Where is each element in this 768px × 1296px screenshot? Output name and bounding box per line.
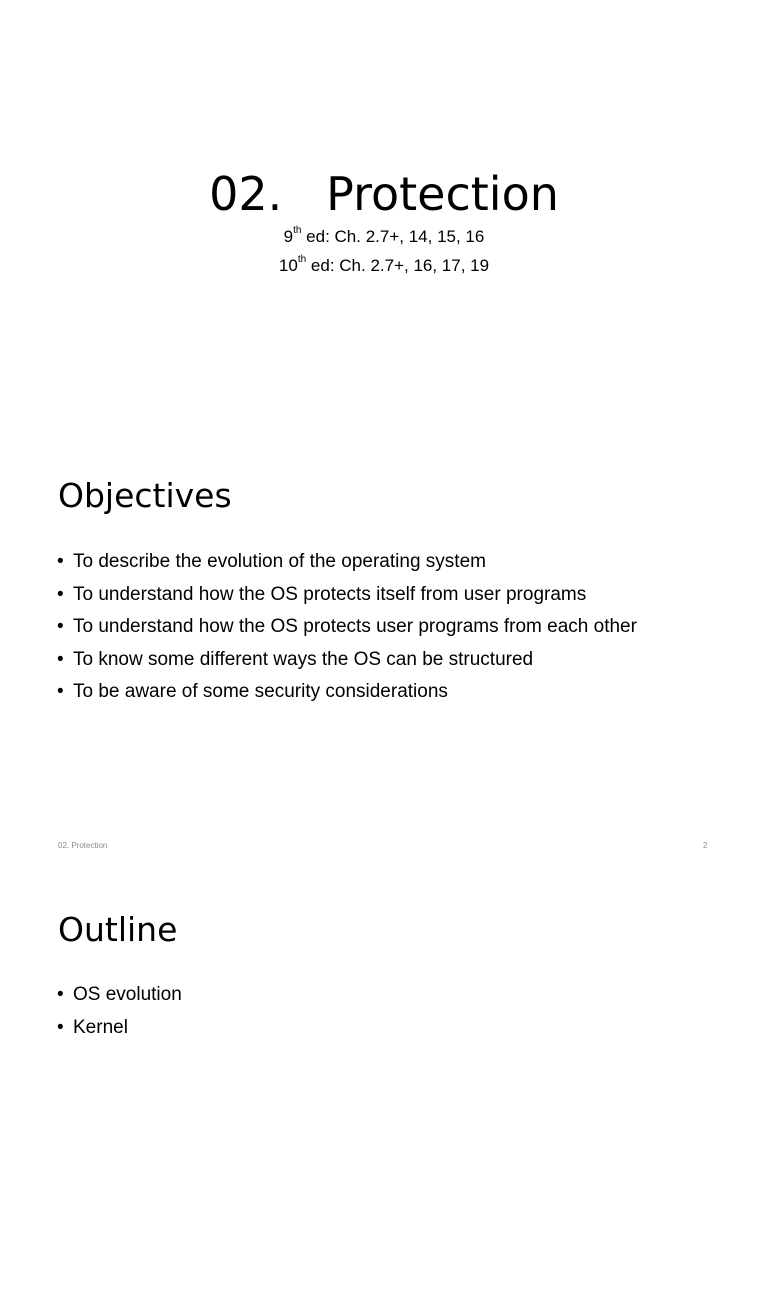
outline-list [57,979,182,1044]
edition-ordinal: th [297,254,307,266]
list-item: • To understand how the OS protects user programs from each other [57,611,637,644]
slide-footer-title: 02. Protection [58,841,108,850]
edition-ordinal: th [293,225,302,237]
list-item: • To be aware of some security considerations [57,676,637,709]
list-item: • To know some different ways the OS can be structured [57,644,637,677]
list-item: • To understand how the OS protects itself from user programs [57,579,637,612]
edition-chapters: ed: Ch. 2.7+, 14, 15, 16 [301,227,485,246]
outline-slide [0,864,768,1296]
edition-number: 10 [278,256,298,275]
objectives-slide [0,432,768,864]
list-item: • OS evolution [57,979,182,1012]
list-item: • Kernel [57,1012,182,1045]
slide-title: 02. Protection [209,167,559,221]
title-slide [0,0,768,432]
list-item: • To describe the evolution of the operating system [57,546,637,579]
edition-chapters: ed: Ch. 2.7+, 16, 17, 19 [306,256,490,275]
objectives-list [57,546,637,709]
edition-9-reference [0,226,768,248]
objectives-heading: Objectives [58,476,232,515]
edition-10-reference [0,255,768,277]
edition-number: 9 [283,227,294,246]
outline-heading: Outline [58,910,178,949]
slide-page-number: 2 [703,841,708,850]
